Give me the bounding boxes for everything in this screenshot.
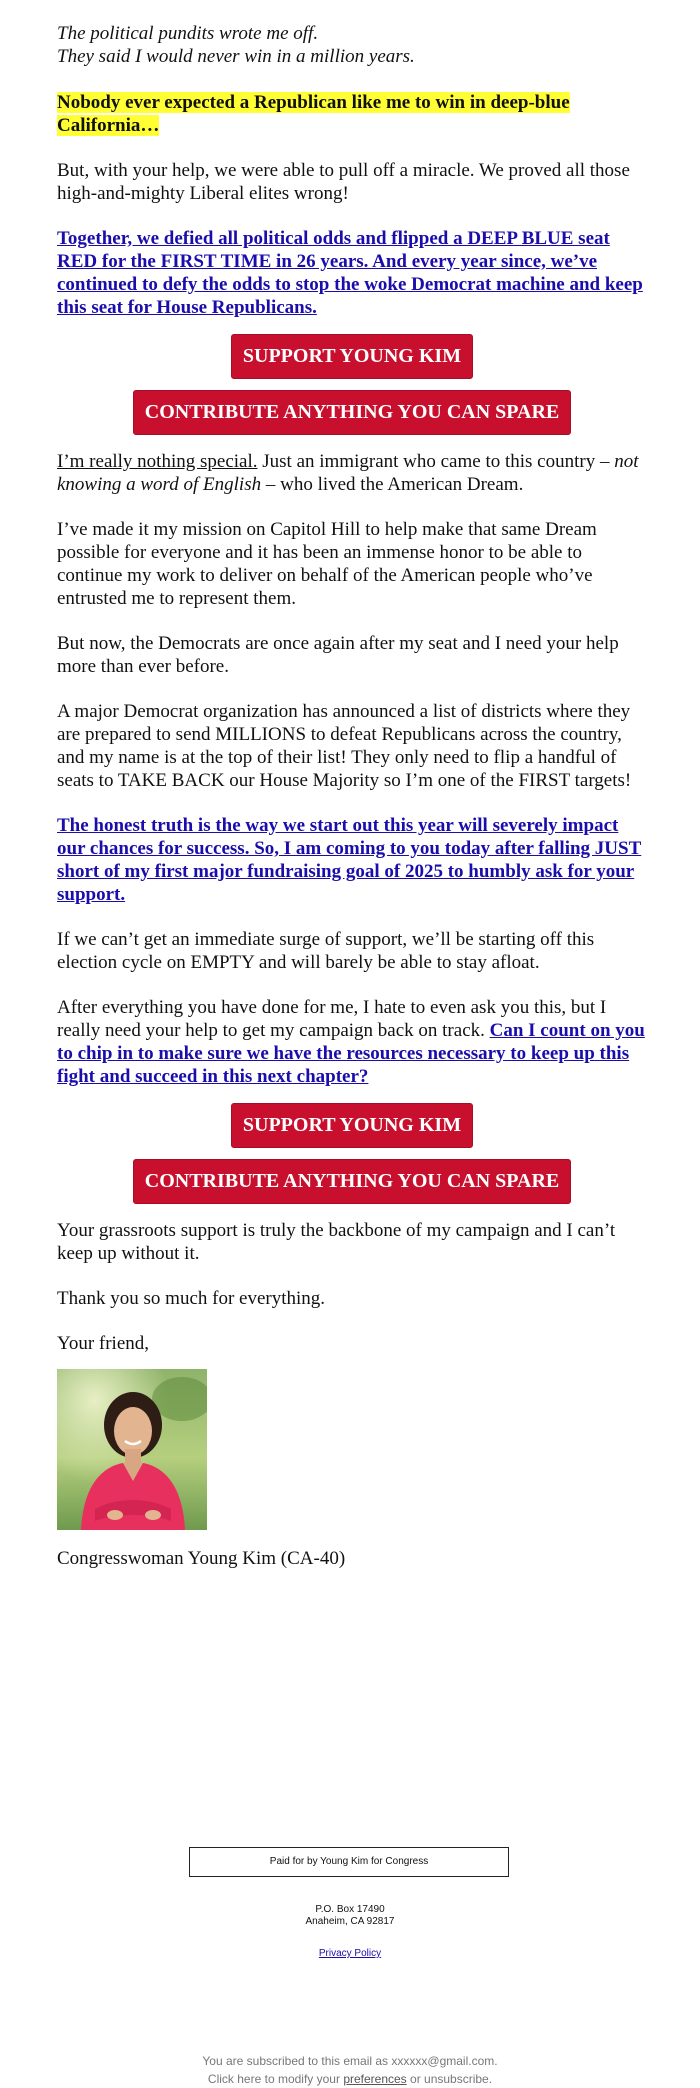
mailing-address: [0, 1904, 700, 1928]
email-body: [57, 22, 647, 1570]
button-row: [57, 1103, 647, 1148]
honest-donate-link[interactable]: The honest truth is the way we start out this year will severely impact our chances for success. So, I am coming to you today after falling JUST short of my first major fundraising goal of 2025 to humbly ask for your support.: [57, 815, 642, 905]
candidate-photo: [57, 1369, 647, 1530]
together-donate-link[interactable]: Together, we defied all political odds and flipped a DEEP BLUE seat RED for the FIRST TIME in 26 years. And every year since, we’ve continued to defy the odds to stop the woke Democrat machine and keep this seat for House Republicans.: [57, 228, 643, 318]
privacy-policy-link[interactable]: Privacy Policy: [318, 1948, 382, 1959]
surge-paragraph: If we can’t get an immediate surge of support, we’ll be starting off this election cycle on EMPTY and will barely be able to stay afloat.: [57, 929, 595, 973]
address-line-1: P.O. Box 17490: [315, 1904, 385, 1915]
intro-line-1: The political pundits wrote me off.: [57, 23, 319, 44]
intro-line-2: They said I would never win in a million years.: [57, 46, 415, 67]
modify-preferences-line: [0, 2070, 700, 2088]
contribute-button[interactable]: CONTRIBUTE ANYTHING YOU CAN SPARE: [133, 1159, 572, 1204]
paid-for-text: Paid for by Young Kim for Congress: [269, 1856, 429, 1867]
special-italic: not knowing a word of English: [57, 451, 639, 495]
special-paragraph: [57, 450, 647, 496]
special-underlined: I’m really nothing special.: [57, 451, 258, 472]
support-young-kim-button[interactable]: SUPPORT YOUNG KIM: [231, 334, 473, 379]
sign-off: Your friend,: [57, 1333, 150, 1354]
honest-paragraph: [57, 814, 647, 906]
special-text-2: – who lived the American Dream.: [261, 474, 524, 495]
modify-text-pre: Click here to modify your: [207, 2072, 344, 2086]
button-row: [57, 390, 647, 435]
major-paragraph: A major Democrat organization has announced a list of districts where they are prepared to send MILLIONS to defeat Republicans across the country, and my name is at the top of their list! They only need to flip a handful of seats to TAKE BACK our House Majority so I’m one of the FIRST targets!: [57, 701, 632, 791]
miracle-paragraph: But, with your help, we were able to pull off a miracle. We proved all those high-and-mighty Liberal elites wrong!: [57, 160, 630, 204]
after-text: After everything you have done for me, I hate to even ask you this, but I really need your help to get my campaign back on track.: [57, 997, 607, 1041]
special-text-1: Just an immigrant who came to this country –: [257, 451, 615, 472]
button-row: [57, 1159, 647, 1204]
signature: Congresswoman Young Kim (CA-40): [57, 1548, 346, 1569]
grassroots-paragraph: Your grassroots support is truly the backbone of my campaign and I can’t keep up without it.: [57, 1220, 616, 1264]
chip-in-link[interactable]: Can I count on you to chip in to make sure we have the resources necessary to keep up this fight and succeed in this next chapter?: [57, 1020, 645, 1087]
thanks-paragraph: Thank you so much for everything.: [57, 1288, 326, 1309]
paid-for-disclaimer-box: [189, 1847, 509, 1877]
together-paragraph: [57, 227, 647, 319]
intro-paragraph: [57, 22, 647, 68]
preferences-link[interactable]: preferences: [343, 2072, 407, 2086]
subscribed-email-line: You are subscribed to this email as xxxxxx@gmail.com.: [202, 2054, 498, 2068]
after-paragraph: [57, 996, 647, 1088]
subscription-notice: [0, 2052, 700, 2088]
contribute-button[interactable]: CONTRIBUTE ANYTHING YOU CAN SPARE: [133, 390, 572, 435]
button-row: [57, 334, 647, 379]
highlight-paragraph: [57, 91, 647, 137]
mission-paragraph: I’ve made it my mission on Capitol Hill to help make that same Dream possible for everyone and it has been an immense honor to be able to continue my work to deliver on behalf of the American people who’ve entrusted me to represent them.: [57, 519, 597, 609]
privacy-row: [0, 1948, 700, 1959]
highlighted-text: Nobody ever expected a Republican like me to win in deep-blue California…: [57, 92, 570, 136]
support-young-kim-button[interactable]: SUPPORT YOUNG KIM: [231, 1103, 473, 1148]
seat-paragraph: But now, the Democrats are once again after my seat and I need your help more than ever before.: [57, 633, 619, 677]
address-line-2: Anaheim, CA 92817: [305, 1916, 395, 1927]
modify-text-post: or unsubscribe.: [406, 2072, 493, 2086]
